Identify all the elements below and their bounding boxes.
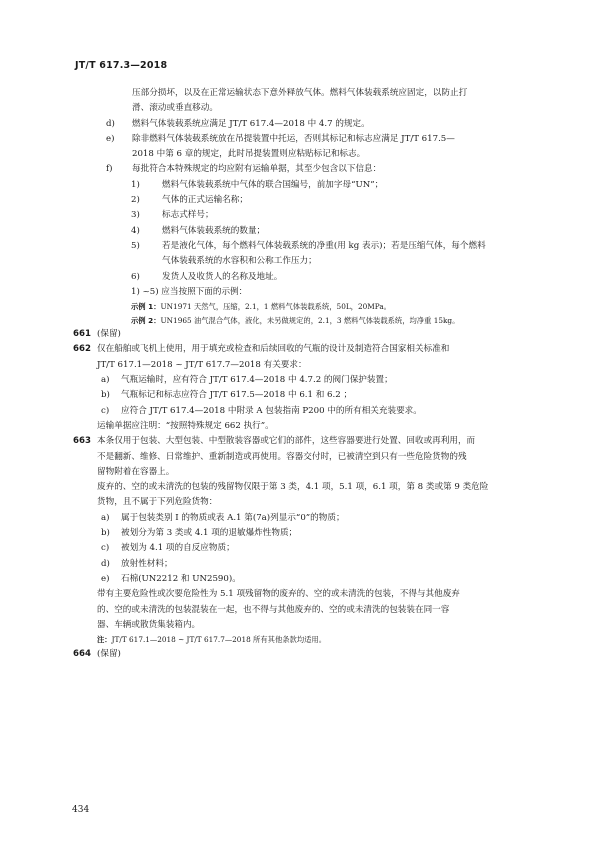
text-line: 带有主要危险性或次要危险性为 5.1 项残留物的废弃的、空的或未清洗的包装，不得与其他废弃 [97, 589, 460, 600]
text-line: 器、车辆或散货集装箱内。 [97, 619, 201, 630]
clause-661 [73, 327, 533, 342]
text-line: 气瓶标记和标志应符合 JT/T 617.5—2018 中 6.1 和 6.2 ； [121, 390, 353, 401]
text-line: 气体装载系统的水容积和公称工作压力； [162, 256, 317, 267]
clause-663-item-e [73, 572, 533, 587]
list-marker: c) [101, 543, 110, 554]
text-line: 本条仅用于包装、大型包装、中型散装容器或它们的部件，这些容器要进行处置、回收或再利用，而 [97, 436, 476, 447]
text-line: 滑、滚动或垂直移动。 [132, 103, 218, 114]
page-number: 434 [72, 805, 90, 815]
intro-paragraph [73, 86, 533, 117]
clause-662-tail: 运输单据应注明：“按照特殊规定 662 执行”。 [97, 420, 274, 431]
clause-663-paragraph-3 [73, 587, 533, 633]
clause-663-item-c [73, 541, 533, 556]
text-line: 仅在船舶或飞机上使用，用于填充或检查和后续回收的气瓶的设计及制造符合国家相关标准和 [97, 344, 450, 355]
clause-663 [73, 434, 533, 480]
clause-663-item-a [73, 511, 533, 526]
clause-663-item-d [73, 557, 533, 572]
text-line: 货物，且不属于下列危险货物： [97, 497, 218, 508]
text-line: 2018 中第 6 章的规定，此时吊提装置则应粘贴标记和标志。 [132, 149, 366, 160]
text-line: 燃料气体装载系统应满足 JT/T 617.4—2018 中 4.7 的规定。 [132, 118, 370, 129]
sub-item-6 [73, 270, 533, 285]
text-line: 除非燃料气体装载系统放在吊提装置中托运，否则其标记和标志应满足 JT/T 617.5— [132, 133, 455, 144]
document-header: JT/T 617.3—2018 [75, 60, 168, 71]
text-line: 的、空的或未清洗的包装混装在一起，也不得与其他废弃的、空的或未清洗的包装装在同一容 [97, 604, 450, 615]
list-marker: d) [101, 558, 110, 569]
clause-number: 662 [73, 344, 91, 355]
sub-item-1 [73, 178, 533, 193]
clause-number: 663 [73, 436, 91, 447]
note-label: 注： [97, 635, 112, 645]
clause-text: (保留) [97, 329, 121, 340]
clause-number: 661 [73, 329, 91, 340]
list-item-d [73, 117, 533, 132]
sub-item-5 [73, 239, 533, 270]
text-line: 燃料气体装载系统中气体的联合国编号，前加字母“UN”； [162, 179, 384, 190]
example-label: 示例 2： [131, 315, 161, 325]
clause-number: 664 [73, 648, 91, 659]
clause-664 [73, 647, 533, 662]
text-line: 被划分为第 3 类或 4.1 项的退敏爆炸性物质； [121, 528, 298, 539]
list-item-f [73, 162, 533, 177]
list-marker: c) [101, 405, 110, 416]
example-1 [73, 300, 533, 314]
list-marker: 6) [131, 271, 140, 282]
text-line: 气瓶运输时，应有符合 JT/T 617.4—2018 中 4.7.2 的阀门保护装置； [121, 375, 393, 386]
list-marker: 3) [131, 210, 140, 221]
text-line: 石棉(UN2212 和 UN2590)。 [121, 573, 241, 584]
list-marker: a) [101, 512, 110, 523]
example-intro: 1) ~5) 应当按照下面的示例： [131, 286, 248, 297]
clause-662-item-b [73, 388, 533, 403]
clause-text: (保留) [97, 648, 121, 659]
clause-663-note [73, 633, 533, 647]
list-marker: 1) [131, 179, 140, 190]
list-marker: b) [101, 390, 110, 401]
example-2 [73, 314, 533, 328]
page-content [73, 86, 533, 662]
list-marker: a) [101, 375, 110, 386]
clause-662-item-c [73, 404, 533, 419]
clause-663-paragraph-2 [73, 480, 533, 511]
text-line: 发货人及收货人的名称及地址。 [162, 271, 283, 282]
text-line: 压部分损坏，以及在正常运输状态下意外释放气体。燃料气体装载系统应固定，以防止打 [132, 88, 468, 98]
clause-662-item-a [73, 373, 533, 388]
text-line: 燃料气体装载系统的数量； [162, 225, 266, 236]
text-line: 被划为 4.1 项的自反应物质； [121, 543, 235, 554]
text-line: 气体的正式运输名称； [162, 195, 248, 206]
text-line: 属于包装类别 Ⅰ 的物质或表 A.1 第(7a)列显示“0”的物质； [121, 512, 345, 523]
text-line: 不是翻新、维修、日常维护、重新制造或再使用。容器交付时，已被清空到只有一些危险货物的残 [97, 451, 467, 462]
example-text: UN1971 天然气，压缩，2.1，1 燃料气体装载系统，50L，20MPa。 [160, 302, 391, 312]
text-line: 废弃的、空的或未清洗的包装的残留物仅限于第 3 类，4.1 项，5.1 项，6.1 项，第 8 类或第 9 类危险 [97, 482, 489, 493]
list-marker: f) [106, 164, 113, 175]
list-marker: 2) [131, 195, 140, 206]
text-line: 应符合 JT/T 617.4—2018 中附录 A 包装指南 P200 中的所有相关充装要求。 [121, 405, 422, 416]
text-line: 标志式样号； [162, 210, 214, 221]
clause-663-item-b [73, 526, 533, 541]
text-line: JT/T 617.1—2018 ~ JT/T 617.7—2018 有关要求： [97, 359, 307, 370]
text-line: 若是液化气体，每个燃料气体装载系统的净重(用 kg 表示)；若是压缩气体，每个燃料 [162, 240, 486, 251]
sub-item-2 [73, 193, 533, 208]
list-marker: 5) [131, 240, 140, 251]
list-marker: b) [101, 528, 110, 539]
sub-item-4 [73, 224, 533, 239]
text-line: 放射性材料； [121, 558, 173, 569]
example-text: UN1965 油气混合气体，液化，未另做规定的，2.1，3 燃料气体装载系统，均净重 15kg。 [160, 315, 460, 325]
list-marker: e) [106, 133, 115, 144]
note-text: JT/T 617.1—2018 ~ JT/T 617.7—2018 所有其他条款均适用。 [111, 635, 327, 645]
list-marker: d) [106, 118, 115, 129]
sub-item-3 [73, 208, 533, 223]
text-line: 每批符合本特殊规定的均应附有运输单据，其至少包含以下信息： [132, 164, 382, 175]
list-item-e [73, 132, 533, 163]
example-label: 示例 1： [131, 302, 161, 312]
text-line: 留物附着在容器上。 [97, 466, 175, 477]
clause-662 [73, 342, 533, 373]
list-marker: 4) [131, 225, 140, 236]
list-marker: e) [101, 573, 110, 584]
